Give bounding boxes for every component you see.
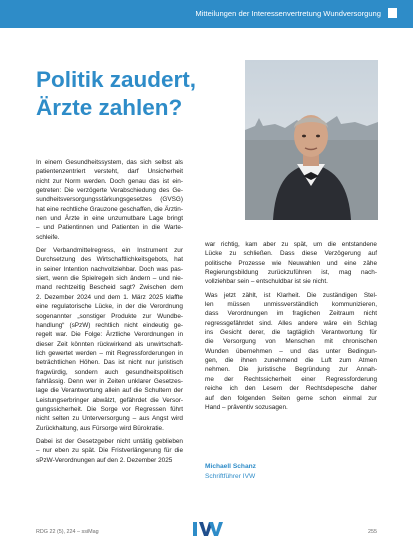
paragraph-line: patientenzentriert versteht, darf Unsicherheit [36,168,183,176]
paragraph-line: auf den folgenden Seiten gerne schon einmal zur [205,394,377,402]
paragraph-line: dass Verordnungen im fraglichen Zeitraum nicht [205,310,377,318]
headline-line-1: Politik zaudert, [36,67,197,92]
paragraph-line: gen, die ihnen zunehmend die Luft zum Atmen [205,357,377,365]
paragraph-line: sundheitsversorgungsstärkungsgesetzes (GVSG) [36,196,183,204]
paragraph-line: Lücke zu schließen. Dass diese Verzögerung auf [205,250,377,258]
paragraph-line: Was jetzt zählt, ist Klarheit. Die zuständigen Stel- [205,291,377,299]
paragraph-line: Wunden übernehmen – und das unter Bedingun- [205,347,377,355]
paragraph-line: sogenannter „sonstiger Produkte zur Wundbe- [36,312,183,320]
paragraph-line: fragwürdig, sondern auch gesundheitspolitisch [36,368,183,376]
paragraph-line: me der Rechtssicherheit einer Regressforderung [205,375,377,383]
header-square-marker [388,8,397,18]
paragraph-line: siert, wenn die Spielregeln sich ändern – und nie- [36,275,183,283]
paragraph-line: politische Prozesse wie Neuwahlen und eine zähe [205,259,377,267]
page-number: 255 [368,529,377,535]
paragraph-line: len müssen unmissverständlich kommunizieren, [205,301,377,309]
paragraph-line: regressgefährdet sind. Alles andere wäre ein Schlag [205,319,377,327]
paragraph-line: Regierungsbildung zurückzuführen ist, mag nach- [205,269,377,277]
paragraph-line: handlung“ (sPzW) rechtlich nicht eindeutig ge- [36,321,183,329]
paragraph-line: In einem Gesundheitssystem, das sich selbst als [36,159,183,166]
paragraph-line: Zurückhaltung, aus Fürsorge wird Bürokratie. [36,424,164,432]
author-photo-illustration [245,60,378,220]
paragraph-line: getreten: Die verzögerte Verabschiedung des Ge- [36,187,183,195]
article-right-column [205,240,377,416]
paragraph-line: Leistungserbringer abwälzt, gefährdet die Versor- [36,396,183,404]
paragraph-line: – nur eben zu spät. Die Fristverlängerung für die [36,447,183,455]
article-paragraph [205,291,377,412]
paragraph-line: lich gewertet werden – mit Regressforderungen in [36,349,183,357]
paragraph-line: ins Gesicht derer, die tagtäglich Verantwortung für [205,329,377,337]
paragraph-line: fahrlässig. Denn wer in Zeiten unklarer Gesetzes- [36,377,183,385]
article-left-column [36,158,183,469]
paragraph-line: – und Patientinnen und Patienten in die Warte- [36,224,183,232]
article-paragraph [36,437,183,465]
ivw-logo [189,520,225,538]
paragraph-line: Dabei ist der Gesetzgeber nicht untätig geblieben [36,437,183,445]
paragraph-line: die Versorgung von Menschen mit chronischen [205,338,377,346]
footer-citation: RDG 22 (5), 224 – ssiMag [36,529,99,535]
paragraph-line: nicht selten zu Unterversorgung – aus Angst wird [36,415,183,423]
headline-line-2: Ärzte zahlen? [36,95,183,120]
header-title: Mitteilungen der Interessenvertretung Wundversorgung [195,9,381,18]
paragraph-line: nehmen. Die juristische Begründung zur Annah- [205,366,377,374]
paragraph-line: lage die Verantwortung allein auf die Schultern der [36,387,183,395]
paragraph-line: in seiner Intention nachvollziehbar. Doch was pas- [36,265,183,273]
signature-role: Schriftführer IVW [205,472,256,480]
paragraph-line: reiche ich den Lesern der Rechtsdepesche daher [205,385,377,393]
paragraph-line: beträchtlichen Höhen. Das ist nicht nur juristisch [36,359,183,367]
paragraph-line: schleife. [36,233,60,241]
paragraph-line: gungssicherheit. Die Sorge vor Regressen führt [36,405,183,413]
paragraph-line: nen und Ärzte in eine unzumutbare Lage bringt [36,215,183,223]
paragraph-line: war richtig, kam aber zu spät, um die entstandene [205,241,377,248]
paragraph-line: Hand – präventiv sozusagen. [205,403,288,411]
header-bar [0,0,413,28]
paragraph-line: nicht zur Norm werden. Doch genau das ist ein- [36,177,183,185]
paragraph-line: Durchsetzung des Wirtschaftlichkeitsgebots, hat [36,256,183,264]
author-photo [245,60,378,220]
article-paragraph [36,158,183,242]
article-paragraph [205,240,377,287]
paragraph-line: Der Verbandmittelregress, ein Instrument zur [36,247,183,255]
paragraph-line: mand rechtzeitig Bescheid sagt? Zwischen dem [36,284,183,292]
paragraph-line: vollziehbar sein – entschuldbar ist sie nicht. [205,278,328,286]
article-paragraph [36,246,183,433]
paragraph-line: eine regulatorische Lücke, in der die Verordnung [36,303,183,311]
paragraph-line: regelt war. Die Folge: Ärztliche Verordnungen in [36,331,183,339]
paragraph-line: sPzW-Verordnungen auf den 2. Dezember 2025 [36,456,173,464]
paragraph-line: dieser Zeit könnten rückwirkend als unwirtschaft- [36,340,183,348]
paragraph-line: hat eine rechtliche Grauzone geschaffen, die Ärztin- [36,205,183,213]
paragraph-line: 2. Dezember 2024 und dem 1. März 2025 klaffte [36,293,183,301]
article-signature [205,462,256,481]
signature-name: Michaell Schanz [205,463,256,470]
article-headline [36,66,236,122]
